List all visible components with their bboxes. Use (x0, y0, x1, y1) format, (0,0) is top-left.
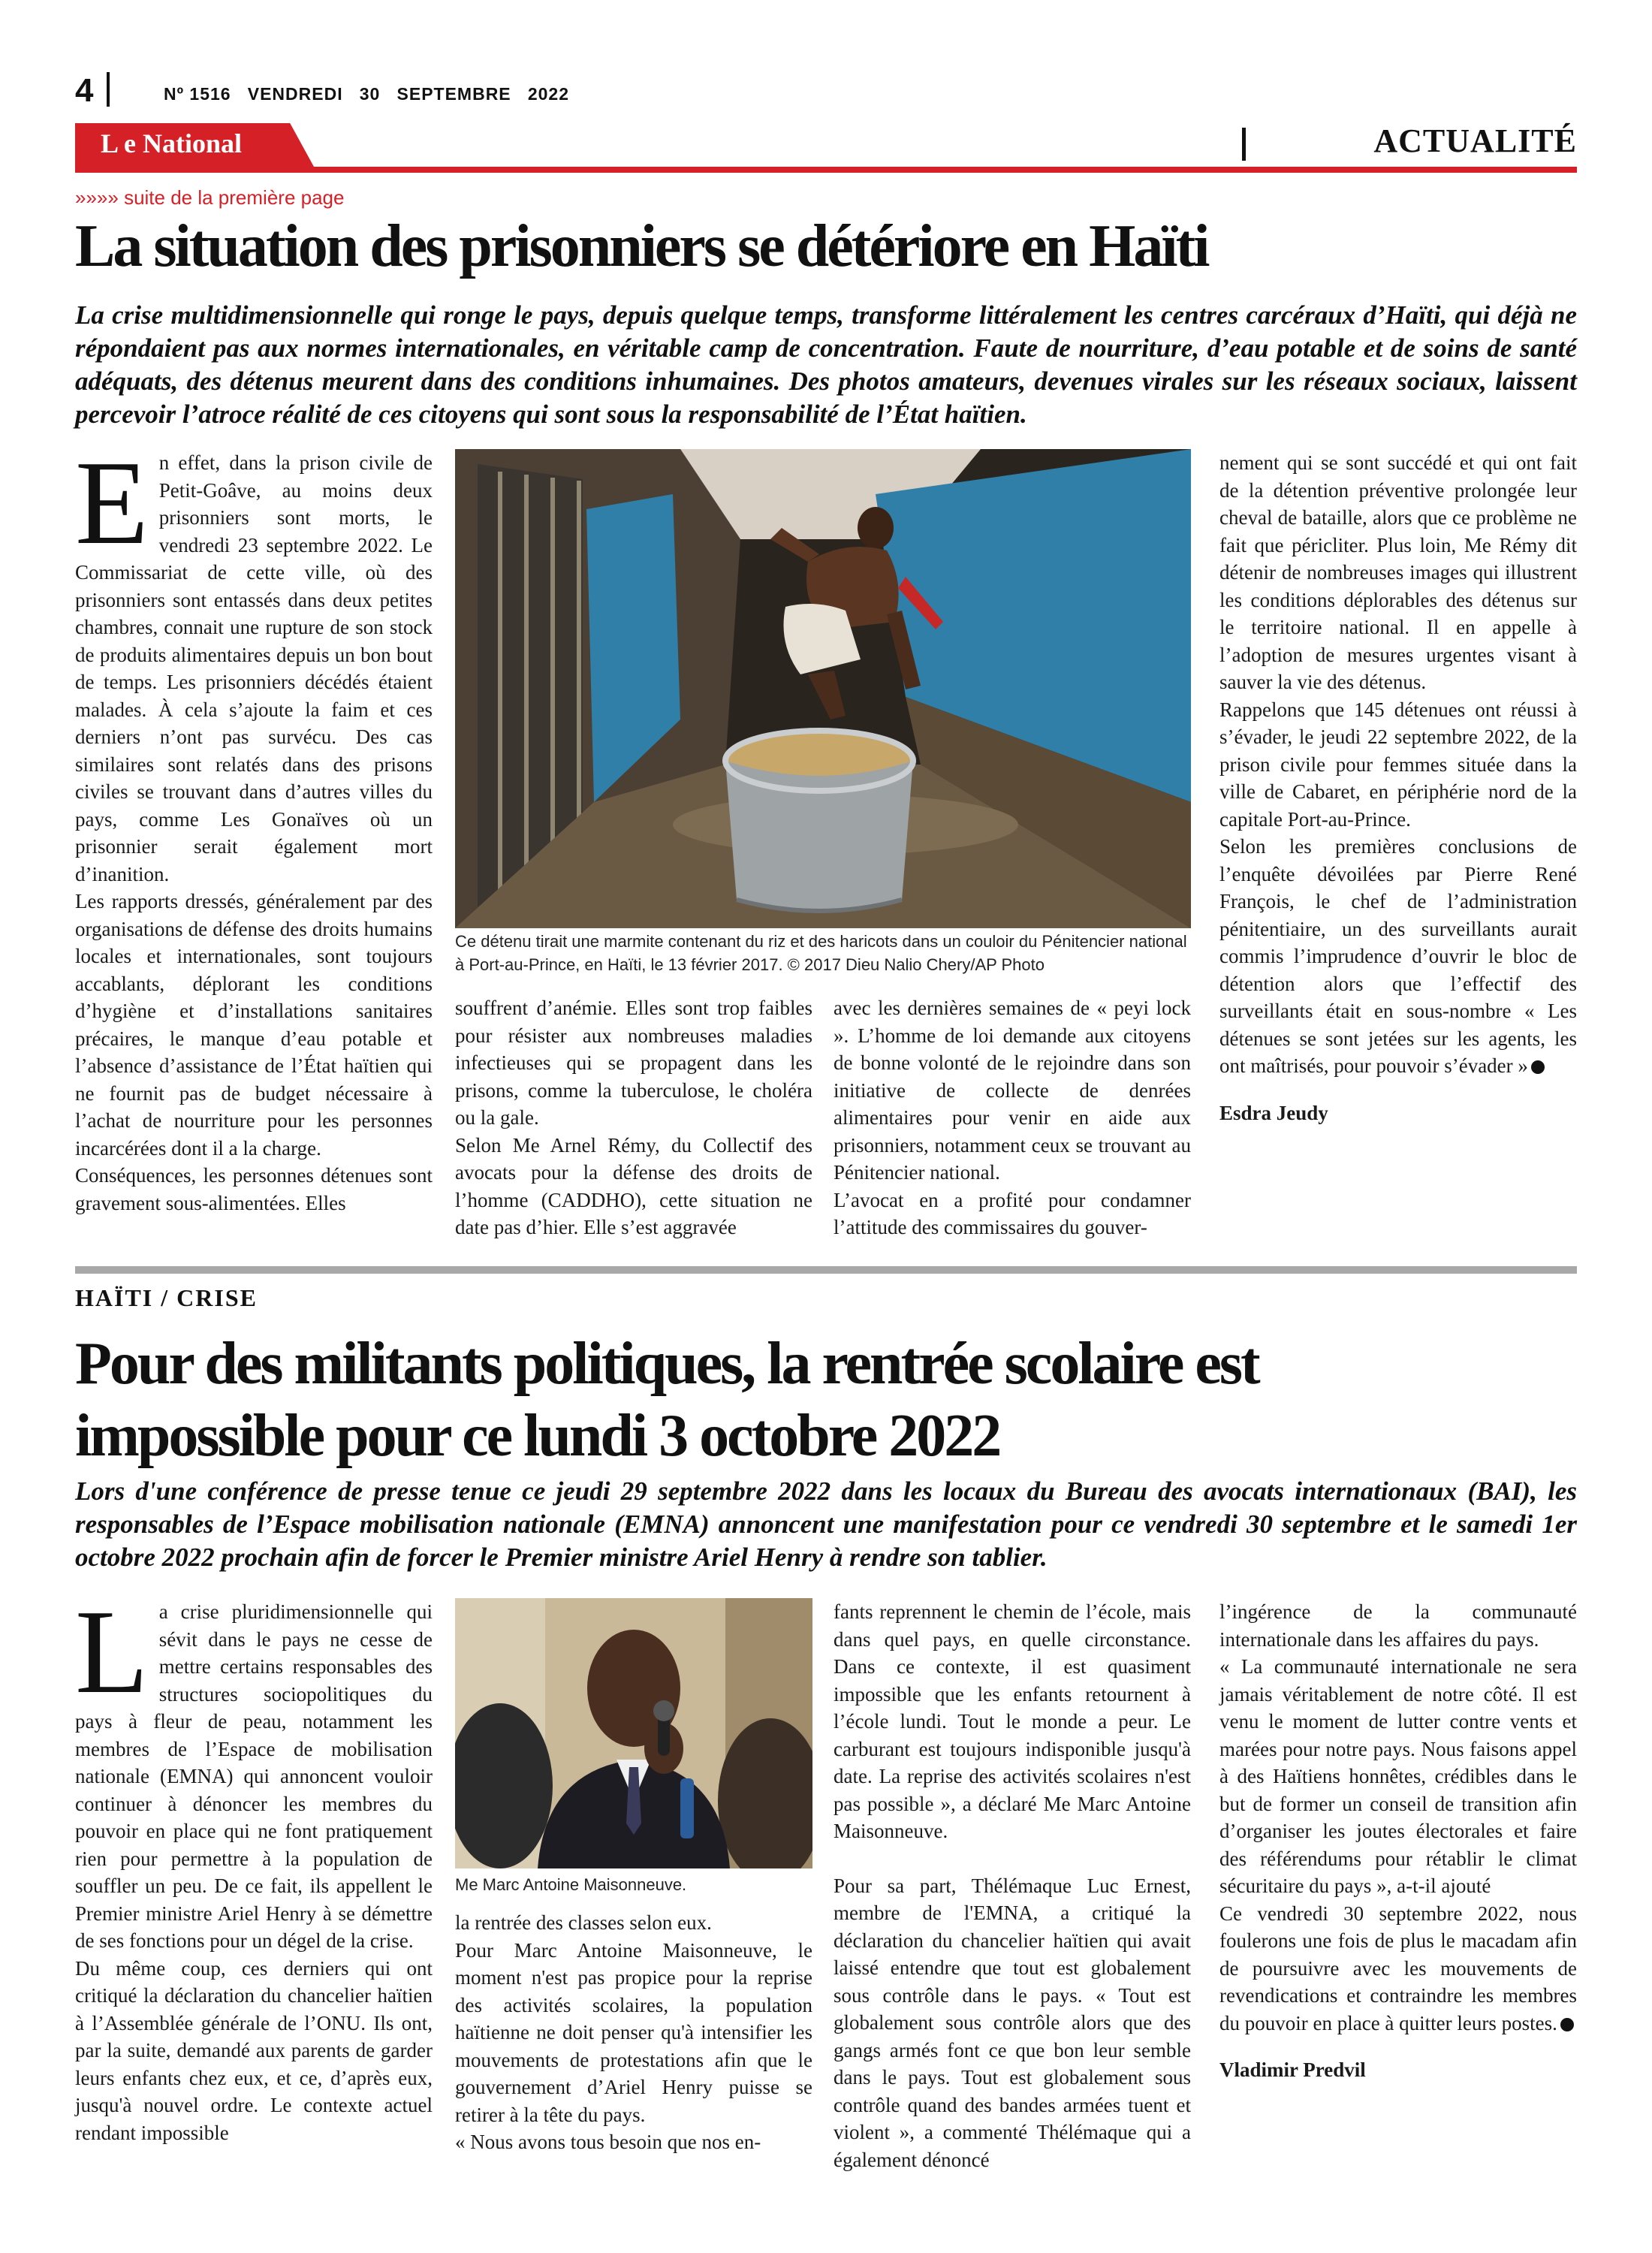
dropcap: L (75, 1585, 149, 1718)
paragraph: Pour Marc Antoine Maisonneuve, le moment n'est pas propice pour la reprise des activités scolaires, la population haïtienne ne doit penser qu'à intensifier les mouvements de protestations afin que le gouvernement d’Ariel Henry puisse se retirer à la tête du pays. (455, 1938, 812, 2126)
article2-lede: Lors d'une conférence de presse tenue ce jeudi 29 septembre 2022 dans les locaux du Bureau des avocats internationaux (BAI), les responsables de l’Espace mobilisation nationale (EMNA) annoncent une manifestation pour ce vendredi 30 septembre et le samedi 1er octobre 2022 prochain afin de forcer le Premier ministre Ariel Henry à rendre son tablier. (75, 1476, 1577, 1572)
photo-caption: Me Marc Antoine Maisonneuve. (455, 1875, 687, 1894)
paragraph: a crise pluridimensionnelle qui sévit dans le pays ne cesse de mettre certains responsables des structures sociopolitiques du pays à fleur de peau, notamment les membres de l’Espace de mobilisation nationale (EMNA) qui annoncent vouloir continuer à dénoncer les membres du pouvoir en place qui ne font pratiquement rien pour permettre à la population de souffler un peu. De ce fait, ils appellent le Premier ministre Ariel Henry à se démettre de ses fonctions pour un dégel de la crise. (75, 1600, 433, 1952)
paragraph: « Nous avons tous besoin que nos en- (455, 2131, 761, 2153)
paragraph: Du même coup, ces derniers qui ont critiqué la déclaration du chancelier haïtien à l’Assemblée générale de l’ONU. Ils ont, par la suite, demandé aux parents de garder leurs enfants chez eux, et ce, d’après eux, jusqu'à nouvel ordre. Le contexte actuel rendant impossible (75, 1956, 433, 2144)
article2-column-1 (75, 1585, 433, 2146)
article1-lede: La crise multidimensionnelle qui ronge le pays, depuis quelque temps, transforme littéralement les centres carcéraux d’Haïti, qui déjà ne répondaient pas aux normes internationales, en véritable camp de concentration. Faute de nourriture, d’eau potable et de soins de santé adéquats, des détenus meurent dans des conditions inhumaines. Des photos amateurs, devenues virales sur les réseaux sociaux, laissent percevoir l’atroce réalité de ces citoyens qui sont sous la responsabilité de l’État haïtien. (75, 300, 1577, 429)
article1-byline: Esdra Jeudy (1219, 1101, 1328, 1124)
article2-kicker: HAÏTI / CRISE (75, 1284, 258, 1311)
article1-column-2 (455, 994, 812, 1241)
paragraph: Conséquences, les personnes détenues sont gravement sous-alimentées. Elles (75, 1164, 433, 1214)
article2-byline: Vladimir Predvil (1219, 2058, 1366, 2081)
article1-column-1 (75, 436, 433, 1217)
paragraph: nement qui se sont succédé et qui ont fait de la détention préventive prolongée leur cheval de bataille, alors que ce problème ne fait que péricliter. Plus loin, Me Rémy dit détenir de nombreuses images qui illustrent les conditions déplorables des détenus sur le territoire national. Il en appelle à l’adoption de mesures urgentes visant à sauver la vie des détenus. (1219, 451, 1577, 693)
issue-line: Nº 1516 VENDREDI 30 SEPTEMBRE 2022 (164, 84, 569, 104)
paragraph: l’ingérence de la communauté internationale dans les affaires du pays. (1219, 1600, 1577, 1651)
brand-logo-text: L e National (101, 128, 243, 158)
paragraph: fants reprennent le chemin de l’école, mais dans quel pays, en quelle circonstance. Dans ce contexte, il est quasiment impossible que les enfants retournent à l’école lundi. Tout le monde a peur. Le carburant est toujours indisponible jusqu'à date. La reprise des activités scolaires n'est pas possible », a déclaré Me Marc Antoine Maisonneuve. (834, 1600, 1191, 1842)
speaker-photo (455, 1598, 812, 1868)
photo-caption: Ce détenu tirait une marmite contenant du riz et des haricots dans un couloir du Pénitencier national à Port-au-Prince, en Haïti, le 13 février 2017. © 2017 Dieu Nalio Chery/AP Photo (455, 932, 1187, 974)
end-mark-icon (1560, 2018, 1574, 2031)
article2-column-2 (455, 1909, 812, 2156)
paragraph: Selon Me Arnel Rémy, du Collectif des avocats pour la défense des droits de l’homme (CADDHO), cette situation ne date pas d’hier. Elle s’est aggravée (455, 1133, 812, 1238)
paragraph: Ce vendredi 30 septembre 2022, nous foulerons une fois de plus le macadam afin de poursuivre avec les mouvements de revendications et contraindre les membres du pouvoir en place à quitter leurs postes. (1219, 1902, 1577, 2034)
prison-corridor-illustration (455, 449, 1191, 928)
paragraph: souffrent d’anémie. Elles sont trop faibles pour résister aux nombreuses maladies infectieuses qui se propagent dans les prisons, comme la tuberculose, le choléra ou la gale. (455, 997, 812, 1129)
page-number: 4 (75, 72, 94, 109)
paragraph: L’avocat en a profité pour condamner l’attitude des commissaires du gouver- (834, 1188, 1191, 1238)
article1-column-3 (834, 994, 1191, 1241)
paragraph: Selon les premières conclusions de l’enquête dévoilées par Pierre René François, le chef de l’administration pénitentiaire, un des surveillants aurait commis l’imprudence d’ouvrir le bloc de détention alors que l’effectif des surveillants était en sous-nombre « Les détenues se sont jetées sur les agents, les ont maîtrisés, pour pouvoir s’évader » (1219, 835, 1577, 1077)
prison-corridor-photo (455, 449, 1191, 928)
dropcap: E (75, 436, 149, 569)
headline-line-1: Pour des militants politiques, la rentrée scolaire est (75, 1331, 1259, 1397)
article2-column-3 (834, 1598, 1191, 2173)
header-rule (75, 167, 1577, 173)
paragraph: Rappelons que 145 détenues ont réussi à s’évader, le jeudi 22 septembre 2022, de la prison civile pour femmes située dans la ville de Cabaret, en périphérie nord de la capitale Port-au-Prince. (1219, 698, 1577, 831)
article2-column-4 (1219, 1598, 1577, 2084)
section-divider (1242, 128, 1246, 161)
article2-headline (75, 1328, 1577, 1472)
paragraph: la rentrée des classes selon eux. (455, 1911, 712, 1934)
speaker-illustration (455, 1598, 812, 1868)
article1-column-4 (1219, 449, 1577, 1126)
paragraph: n effet, dans la prison civile de Petit-Goâve, au moins deux prisonniers sont morts, le vendredi 23 septembre 2022. Le Commissariat de cette ville, où des prisonniers sont entassés dans deux petites chambres, connait une rupture de son stock de produits alimentaires depuis un bon bout de temps. Les prisonniers décédés étaient malades. À cela s’ajoute la faim et ces derniers n’ont pas survécu. Des cas similaires sont relatés dans des prisons civiles se trouvant dans d’autres villes du pays, comme Les Gonaïves où un prisonnier serait également mort d’inanition. (75, 451, 433, 885)
article-divider (75, 1266, 1577, 1274)
end-mark-icon (1531, 1060, 1545, 1074)
page-number-divider (107, 72, 110, 107)
paragraph: Les rapports dressés, généralement par des organisations de défense des droits humains locales et internationales, sont toujours accablants, déplorant les conditions d’hygiène et d’installations sanitaires précaires, le manque d’eau potable et l’absence d’assistance de l’État haïtien qui ne fournit pas de budget nécessaire à l’achat de nourriture pour les personnes incarcérées dont il a la charge. (75, 890, 433, 1160)
continuation-note: »»»» suite de la première page (75, 186, 345, 209)
paragraph: « La communauté internationale ne sera jamais véritablement de notre côté. Il est venu le moment de lutter contre vents et marées pour notre pays. Nous faisons appel à des Haïtiens honnêtes, crédibles dans le but de former un conseil de transition afin d’organiser les joutes électorales et faire des référendums pour rétablir le climat sécuritaire du pays », a-t-il ajouté (1219, 1655, 1577, 1897)
section-label: ACTUALITÉ (1373, 122, 1577, 159)
article1-headline: La situation des prisonniers se détériore en Haïti (75, 213, 1208, 279)
paragraph: Pour sa part, Thélémaque Luc Ernest, membre de l'EMNA, a critiqué la déclaration du chancelier haïtien qui avait laissé entendre que tout est globalement sous contrôle dans le pays. « Tout est globalement sous contrôle alors que des gangs armés font ce que bon leur semble dans le pays. Tout est globalement sous contrôle quand des bandes armées tuent et violent », a commenté Thélémaque qui a également dénoncé (834, 1874, 1191, 2171)
paragraph: avec les dernières semaines de « peyi lock ». L’homme de loi demande aux citoyens de bonne volonté de le rejoindre dans son initiative de collecte de denrées alimentaires pour venir en aide aux prisonniers, notamment ceux se trouvant au Pénitencier national. (834, 997, 1191, 1184)
headline-line-2: impossible pour ce lundi 3 octobre 2022 (75, 1403, 1000, 1469)
